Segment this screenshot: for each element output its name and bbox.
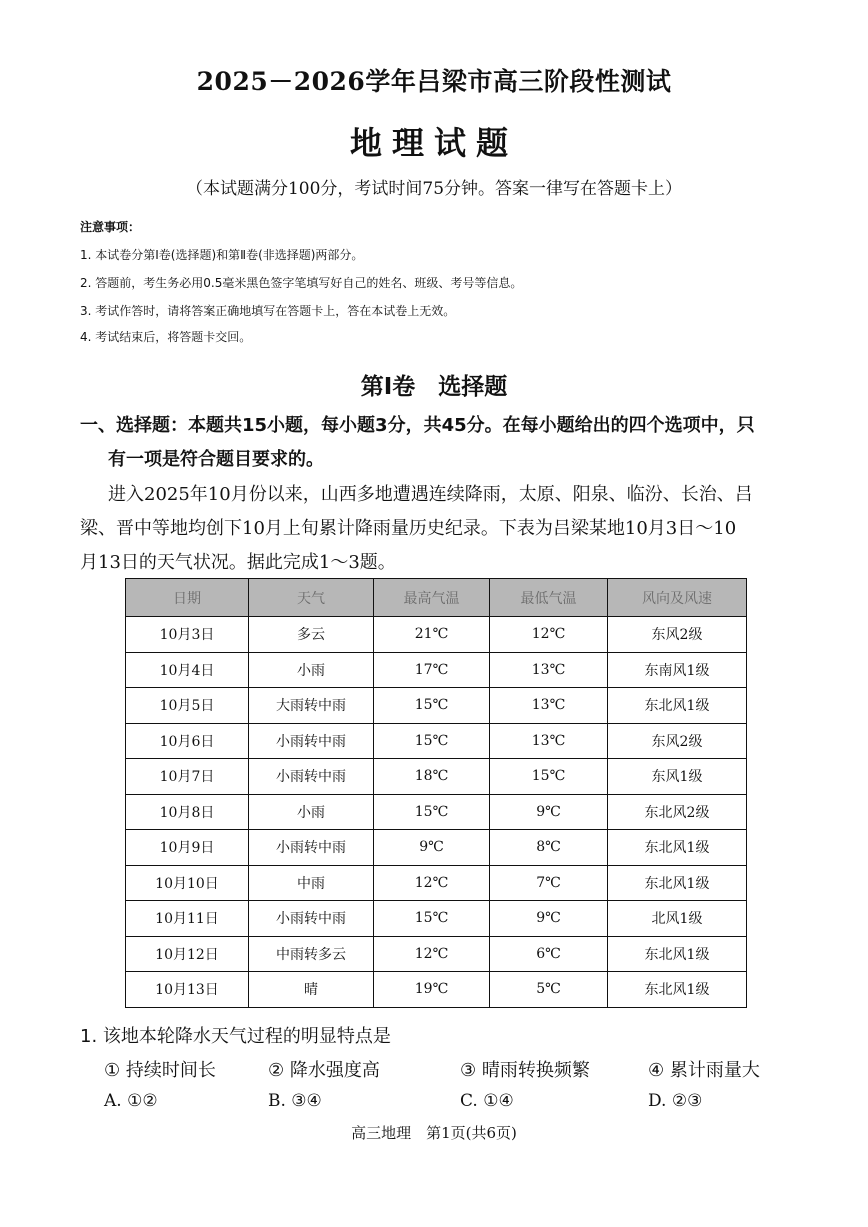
cell-min-temp: 13℃ — [490, 652, 608, 688]
table-row — [126, 617, 747, 653]
answer-choice-a: A. ①② — [104, 1091, 158, 1111]
exam-title: 2025－2026学年吕梁市高三阶段性测试 — [196, 67, 672, 96]
table-row — [126, 936, 747, 972]
cell-max-temp: 17℃ — [374, 652, 490, 688]
header-date: 日期 — [126, 579, 249, 617]
page-footer: 高三地理 第1页(共6页) — [351, 1124, 517, 1142]
header-min-temp: 最低气温 — [490, 579, 608, 617]
cell-min-temp: 13℃ — [490, 688, 608, 724]
cell-weather: 多云 — [249, 617, 374, 653]
header-max-temp: 最高气温 — [374, 579, 490, 617]
header-wind: 风向及风速 — [608, 579, 747, 617]
cell-date: 10月13日 — [126, 972, 249, 1008]
cell-max-temp: 15℃ — [374, 723, 490, 759]
notice-item: 1. 本试卷分第Ⅰ卷(选择题)和第Ⅱ卷(非选择题)两部分。 — [80, 248, 364, 262]
cell-weather: 小雨 — [249, 794, 374, 830]
table-header-row — [126, 579, 747, 617]
cell-max-temp: 12℃ — [374, 936, 490, 972]
cell-wind: 东北风1级 — [608, 830, 747, 866]
cell-max-temp: 21℃ — [374, 617, 490, 653]
cell-max-temp: 15℃ — [374, 688, 490, 724]
notice-item: 3. 考试作答时，请将答案正确地填写在答题卡上，答在本试卷上无效。 — [80, 304, 456, 318]
table-row — [126, 688, 747, 724]
cell-wind: 东风2级 — [608, 723, 747, 759]
cell-min-temp: 7℃ — [490, 865, 608, 901]
part-instructions: 一、选择题：本题共15小题，每小题3分，共45分。在每小题给出的四个选项中，只 — [80, 415, 755, 436]
statement-option: ② 降水强度高 — [268, 1060, 380, 1081]
cell-weather: 小雨转中雨 — [249, 830, 374, 866]
cell-weather: 小雨 — [249, 652, 374, 688]
section-title: 第Ⅰ卷 选择题 — [360, 374, 508, 400]
cell-date: 10月7日 — [126, 759, 249, 795]
cell-max-temp: 15℃ — [374, 901, 490, 937]
cell-min-temp: 6℃ — [490, 936, 608, 972]
cell-max-temp: 19℃ — [374, 972, 490, 1008]
cell-weather: 晴 — [249, 972, 374, 1008]
exam-note: （本试题满分100分，考试时间75分钟。答案一律写在答题卡上） — [185, 179, 683, 199]
cell-date: 10月4日 — [126, 652, 249, 688]
cell-max-temp: 9℃ — [374, 830, 490, 866]
cell-wind: 东北风1级 — [608, 688, 747, 724]
cell-min-temp: 5℃ — [490, 972, 608, 1008]
statement-option: ③ 晴雨转换频繁 — [460, 1060, 590, 1081]
cell-date: 10月3日 — [126, 617, 249, 653]
notice-heading: 注意事项： — [80, 220, 141, 234]
cell-date: 10月10日 — [126, 865, 249, 901]
cell-weather: 中雨 — [249, 865, 374, 901]
statement-option: ④ 累计雨量大 — [648, 1060, 760, 1081]
table-row — [126, 830, 747, 866]
table-row — [126, 723, 747, 759]
cell-wind: 东南风1级 — [608, 652, 747, 688]
cell-min-temp: 15℃ — [490, 759, 608, 795]
cell-wind: 东风1级 — [608, 759, 747, 795]
answer-choice-d: D. ②③ — [648, 1091, 703, 1111]
header-weather: 天气 — [249, 579, 374, 617]
cell-max-temp: 18℃ — [374, 759, 490, 795]
question-stem: 1. 该地本轮降水天气过程的明显特点是 — [80, 1026, 391, 1047]
statement-option: ① 持续时间长 — [104, 1060, 216, 1081]
cell-min-temp: 8℃ — [490, 830, 608, 866]
table-row — [126, 972, 747, 1008]
cell-date: 10月5日 — [126, 688, 249, 724]
cell-min-temp: 12℃ — [490, 617, 608, 653]
cell-date: 10月9日 — [126, 830, 249, 866]
table-row — [126, 865, 747, 901]
notice-item: 4. 考试结束后，将答题卡交回。 — [80, 330, 252, 344]
passage-line: 月13日的天气状况。据此完成1～3题。 — [80, 552, 396, 573]
table-row — [126, 652, 747, 688]
table-row — [126, 794, 747, 830]
cell-date: 10月11日 — [126, 901, 249, 937]
cell-weather: 中雨转多云 — [249, 936, 374, 972]
cell-wind: 北风1级 — [608, 901, 747, 937]
cell-max-temp: 12℃ — [374, 865, 490, 901]
cell-min-temp: 13℃ — [490, 723, 608, 759]
cell-weather: 小雨转中雨 — [249, 723, 374, 759]
notice-item: 2. 答题前，考生务必用0.5毫米黑色签字笔填写好自己的姓名、班级、考号等信息。 — [80, 276, 523, 290]
cell-wind: 东风2级 — [608, 617, 747, 653]
weather-table — [125, 578, 747, 1008]
cell-date: 10月6日 — [126, 723, 249, 759]
cell-wind: 东北风1级 — [608, 936, 747, 972]
passage-line: 梁、晋中等地均创下10月上旬累计降雨量历史纪录。下表为吕梁某地10月3日～10 — [80, 518, 737, 539]
subject-title: 地理试题 — [349, 124, 518, 162]
cell-weather: 大雨转中雨 — [249, 688, 374, 724]
cell-wind: 东北风2级 — [608, 794, 747, 830]
cell-date: 10月8日 — [126, 794, 249, 830]
answer-choice-b: B. ③④ — [268, 1091, 322, 1111]
cell-min-temp: 9℃ — [490, 794, 608, 830]
cell-min-temp: 9℃ — [490, 901, 608, 937]
table-row — [126, 901, 747, 937]
cell-max-temp: 15℃ — [374, 794, 490, 830]
cell-wind: 东北风1级 — [608, 972, 747, 1008]
answer-choice-c: C. ①④ — [460, 1091, 514, 1111]
part-instructions-cont: 有一项是符合题目要求的。 — [108, 449, 324, 470]
cell-weather: 小雨转中雨 — [249, 901, 374, 937]
table-row — [126, 759, 747, 795]
passage-line: 进入2025年10月份以来，山西多地遭遇连续降雨，太原、阳泉、临汾、长治、吕 — [108, 484, 753, 505]
cell-date: 10月12日 — [126, 936, 249, 972]
cell-wind: 东北风1级 — [608, 865, 747, 901]
cell-weather: 小雨转中雨 — [249, 759, 374, 795]
